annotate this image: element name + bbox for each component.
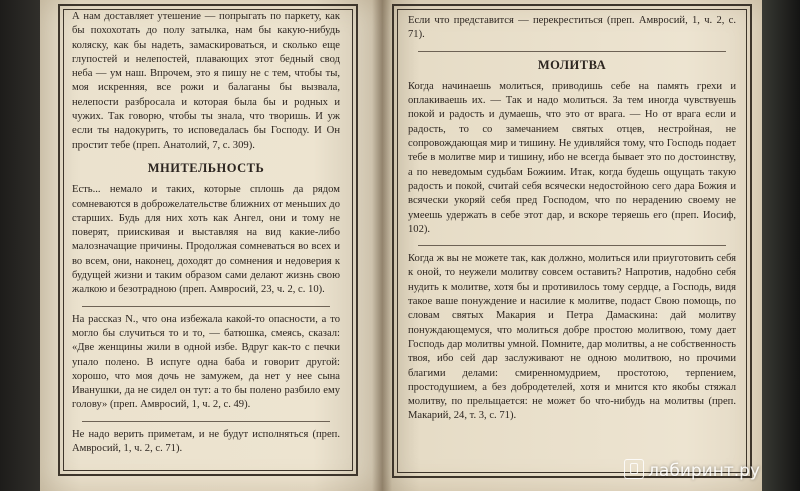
paragraph-divider <box>418 51 726 52</box>
paragraph: Когда ж вы не можете так, как должно, молиться или приуготовить себя к оной, то неужели молитву совсем оставить? Напротив, надобно себя нудить к молитве, хотя бы и противилось тому сердце, а Господь, видя такое ваше понуждение и насилие к молитве, подаст Свою помощь, по словам святых Макария и Петра Дамаскина: дай молитву понуждающемуся, что молиться добре простою молитвою, тому дает Господь дар молитвы умной. Помните, дар молитвы, а не собственность твоя, ибо сей дар заслуживают не одною молитвою, но прочими благими делами: смиренномудрием, простотою, терпением, простодушием, а без добродетелей, хотя и мнится кто якобы стяжал молитву, по прельщается: не может бо что-нибудь на молитвы (преп. Макарий, 24, т. 3, с. 71). <box>408 253 736 422</box>
paragraph: Есть... немало и таких, которые сплошь да рядом сомневаются в доброжелательстве ближних от меньших до старших. Будь для них хоть как Ангел, они и тому не поверят, приискивая и выставляя на вид какие-либо малозначащие причины. Продолжая сомневаться во всех и во всем, они, наконец, доходят до сомнения и недоверия к будущей жизни и таким образом сами делают жизнь свою жалкою и безотрадною (преп. Амвросий, 23, ч. 2, с. 10). <box>72 184 340 296</box>
book-spine <box>372 0 392 491</box>
paragraph: На рассказ N., что она избежала какой-то опасности, а то могло бы случиться то и то, — батюшка, смеясь, сказал: «Две женщины жили в одной избе. Вдруг как-то с печки упало полено. В испуге одна баба и говорит другой: хорошо, что моя дочь не замужем, да нет у нее сына Иванушки, да не сидел он тут: а то бы полено разбило ему голову» (преп. Амвросий, 1, ч. 2, с. 49). <box>72 313 340 411</box>
right-page-text <box>408 14 736 432</box>
right-intro-paragraph: Если что представится — перекреститься (преп. Амвросий, 1, ч. 2, с. 71). <box>408 15 736 41</box>
watermark <box>624 459 760 481</box>
left-intro-paragraph: А нам доставляет утешение — попрыгать по паркету, как бы похохотать до полу затылка, нам бы какую-нибудь коляску, как бы надеть, замаскироваться, и сколько еще глупостей и нелепостей, плавающих этот бедный свод неба — ум наш. Впрочем, это я пишу не с тем, чтобы ты, моя искренняя, все рожи и балаганы бы вызвала, нелепости разбросала и которая была бы и родных и чужих. Так говорю, чтобы ты знала, что творишь. И уж если ты надокурить, то исповедалась бы Господу. И Он простит тебе (преп. Анатолий, 7, с. 309). <box>72 11 340 151</box>
watermark-text: лабиринт.ру <box>648 461 760 481</box>
paragraph: Не надо верить приметам, и не будут исполняться (преп. Амвросий, 1, ч. 2, с. 71). <box>72 428 340 455</box>
section-heading-molitva: МОЛИТВА <box>537 57 607 72</box>
paragraph: Когда начинаешь молиться, приводишь себе на память грехи и оплакиваешь их. — Так и надо молиться. За тем иногда чувствуешь покой и радость и думаешь, что это от врага. — Но от врага если и радость, то со замечанием святых отцев, нестройная, не сопровождающая мир и тишину. Не удивляйся тому, что Господь подает тебе в молитве мир и тишину, ибо не всегда бывает это по достоинству, а по неведомым судьбам Божиим. Итак, когда будешь ощущать такую радость и покой, считай себя всячески недостойною сего дара Божия и всячески укоряй себя пред Господом, что по нерадению своему не умеешь удержать в себе этот дар, и вскоре теряешь его (преп. Иосиф, 102). <box>408 80 736 235</box>
paragraph-divider <box>418 245 726 246</box>
section-heading-mnitelnost: МНИТЕЛЬНОСТЬ <box>147 160 265 175</box>
paragraph-divider <box>82 421 330 422</box>
background-right <box>760 0 800 491</box>
left-page-text <box>72 10 340 464</box>
labirint-logo-icon <box>624 459 644 479</box>
paragraph-divider <box>82 306 330 307</box>
